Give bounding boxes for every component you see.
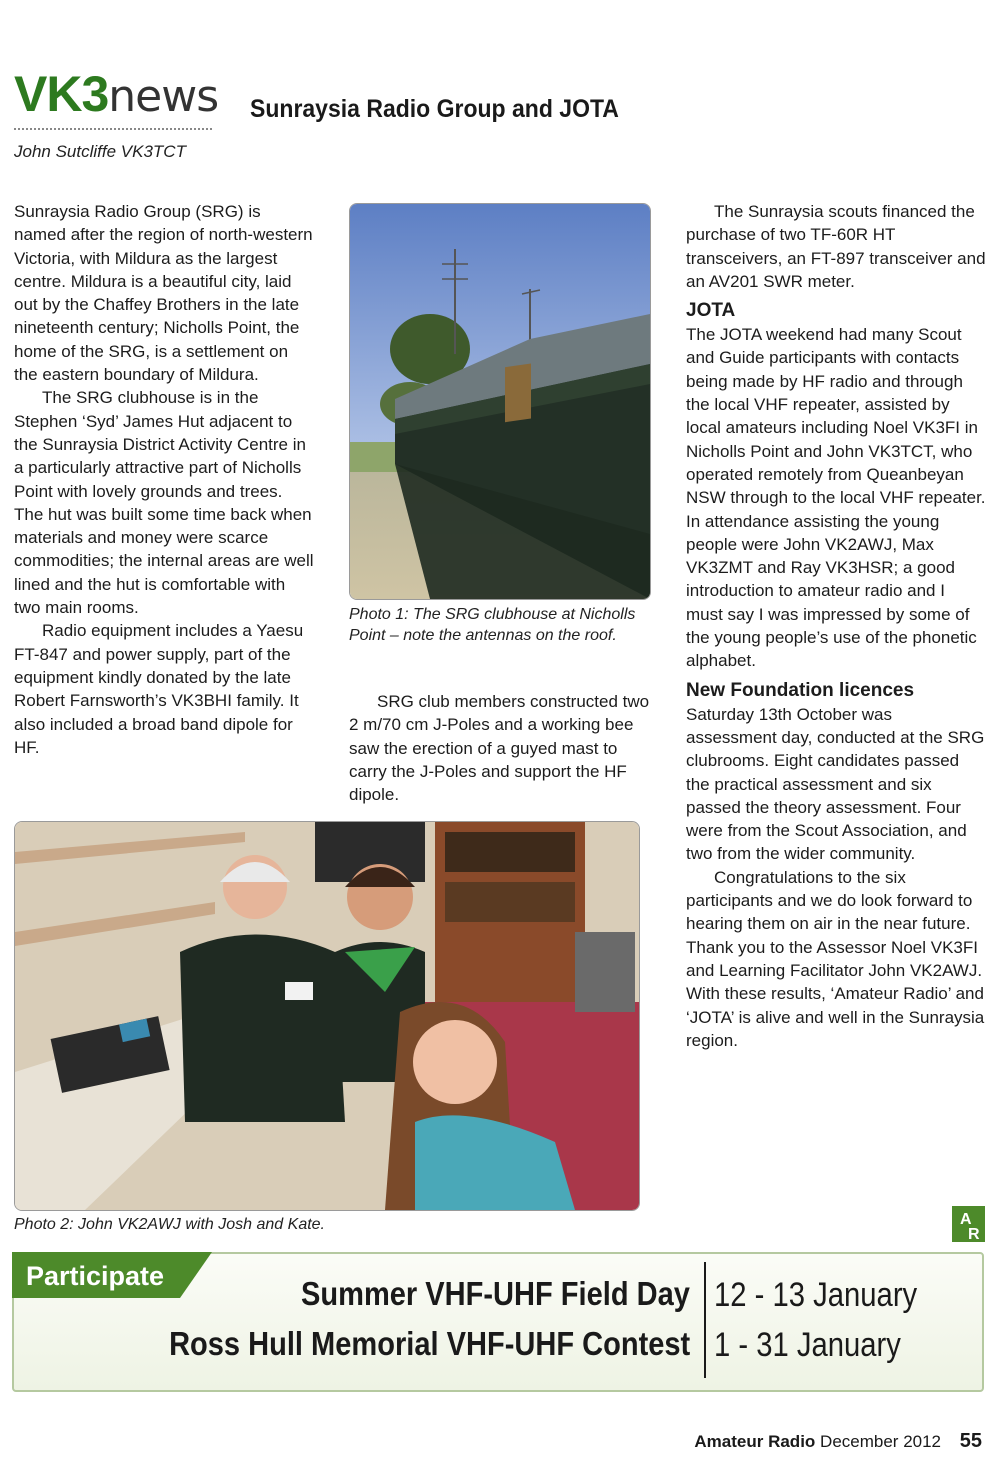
brand-news: news [108,71,219,122]
subheading-licences: New Foundation licences [686,679,915,701]
event-1-name: Summer VHF-UHF Field Day [301,1275,690,1312]
footer-magazine: Amateur Radio [694,1432,816,1451]
column-1 [14,200,314,759]
brand-underline [14,128,212,130]
participate-tag [12,1252,212,1298]
photo-clubhouse [349,203,651,600]
paragraph: The Sunraysia scouts financed the purchase of two TF-60R HT transceivers, an FT-897 transceiver and an AV201 SWR meter. [686,202,986,291]
section-brand [14,66,218,125]
article-end-mark-icon [952,1206,985,1242]
clubhouse-photo-image [350,204,650,599]
article-author: John Sutcliffe VK3TCT [14,142,186,161]
column-2 [349,690,655,806]
event-1-date: 12 - 13 January [714,1276,918,1314]
brand-vk3: VK3 [14,66,109,122]
paragraph: The SRG clubhouse is in the Stephen ‘Syd’ James Hut adjacent to the Sunraysia District Activity Centre in a particularly attractive part of Nicholls Point with lovely grounds and trees. The hut was built some time back when materials and money were scarce commodities; the internal areas are well lined and the hut is comfortable with two main rooms. [14,388,314,618]
paragraph: With these results, ‘Amateur Radio’ and ‘JOTA’ is alive and well in the Sunraysia region. [686,984,985,1050]
paragraph: Radio equipment includes a Yaesu FT-847 and power supply, part of the equipment kindly donated by the late Robert Farnsworth’s VK3BHI family. It also included a broad band dipole for HF. [14,621,304,757]
event-2-date: 1 - 31 January [714,1326,901,1364]
subheading-jota: JOTA [686,300,736,322]
svg-text:R: R [968,1226,980,1242]
photo1-caption: Photo 1: The SRG clubhouse at Nicholls Point – note the antennas on the roof. [349,606,636,644]
banner-divider [704,1262,706,1378]
page-number: 55 [959,1430,982,1452]
event-2-name: Ross Hull Memorial VHF-UHF Contest [168,1325,690,1362]
photo2-caption: Photo 2: John VK2AWJ with Josh and Kate. [14,1216,325,1233]
participate-label: Participate [26,1261,165,1291]
article-headline: Sunraysia Radio Group and JOTA [250,95,619,123]
page-footer [694,1430,982,1453]
paragraph: The JOTA weekend had many Scout and Guide participants with contacts being made by HF radio and through the local VHF repeater, assisted by local amateurs including Noel VK3FI in Nicholls Point and John VK3TCT, who operated remotely from Queanbeyan NSW through to the local VHF repeater. In attendance assisting the young people were John VK2AWJ, Max VK3ZMT and Ray VK3HSR; a good introduction to amateur radio and I must say I was impressed by some of the young people’s use of the phonetic alphabet. [686,325,986,671]
paragraph: Sunraysia Radio Group (SRG) is named after the region of north-western Victoria, with Mildura as the largest centre. Mildura is a beautiful city, laid out by the Chaffey Brothers in the late nineteenth century; Nicholls Point, the home of the SRG, is a settlement on the eastern boundary of Mildura. [14,202,313,385]
footer-issue: December 2012 [820,1432,942,1451]
paragraph: SRG club members constructed two 2 m/70 cm J-Poles and a working bee saw the erection of a guyed mast to carry the J-Poles and support the HF dipole. [349,692,650,805]
svg-text:A: A [960,1211,972,1228]
column-3 [686,200,986,1052]
paragraph: Saturday 13th October was assessment day, conducted at the SRG clubrooms. Eight candidates passed the practical assessment and six passed the theory assessment. Four were from the Scout Association, and two from the wider community. [686,704,985,864]
photo-club-members [14,821,640,1211]
members-photo-image [15,822,639,1210]
paragraph: Congratulations to the six participants and we do look forward to hearing them on air in the near future. Thank you to the Assessor Noel VK3FI and Learning Facilitator John VK2AWJ. [686,867,983,980]
